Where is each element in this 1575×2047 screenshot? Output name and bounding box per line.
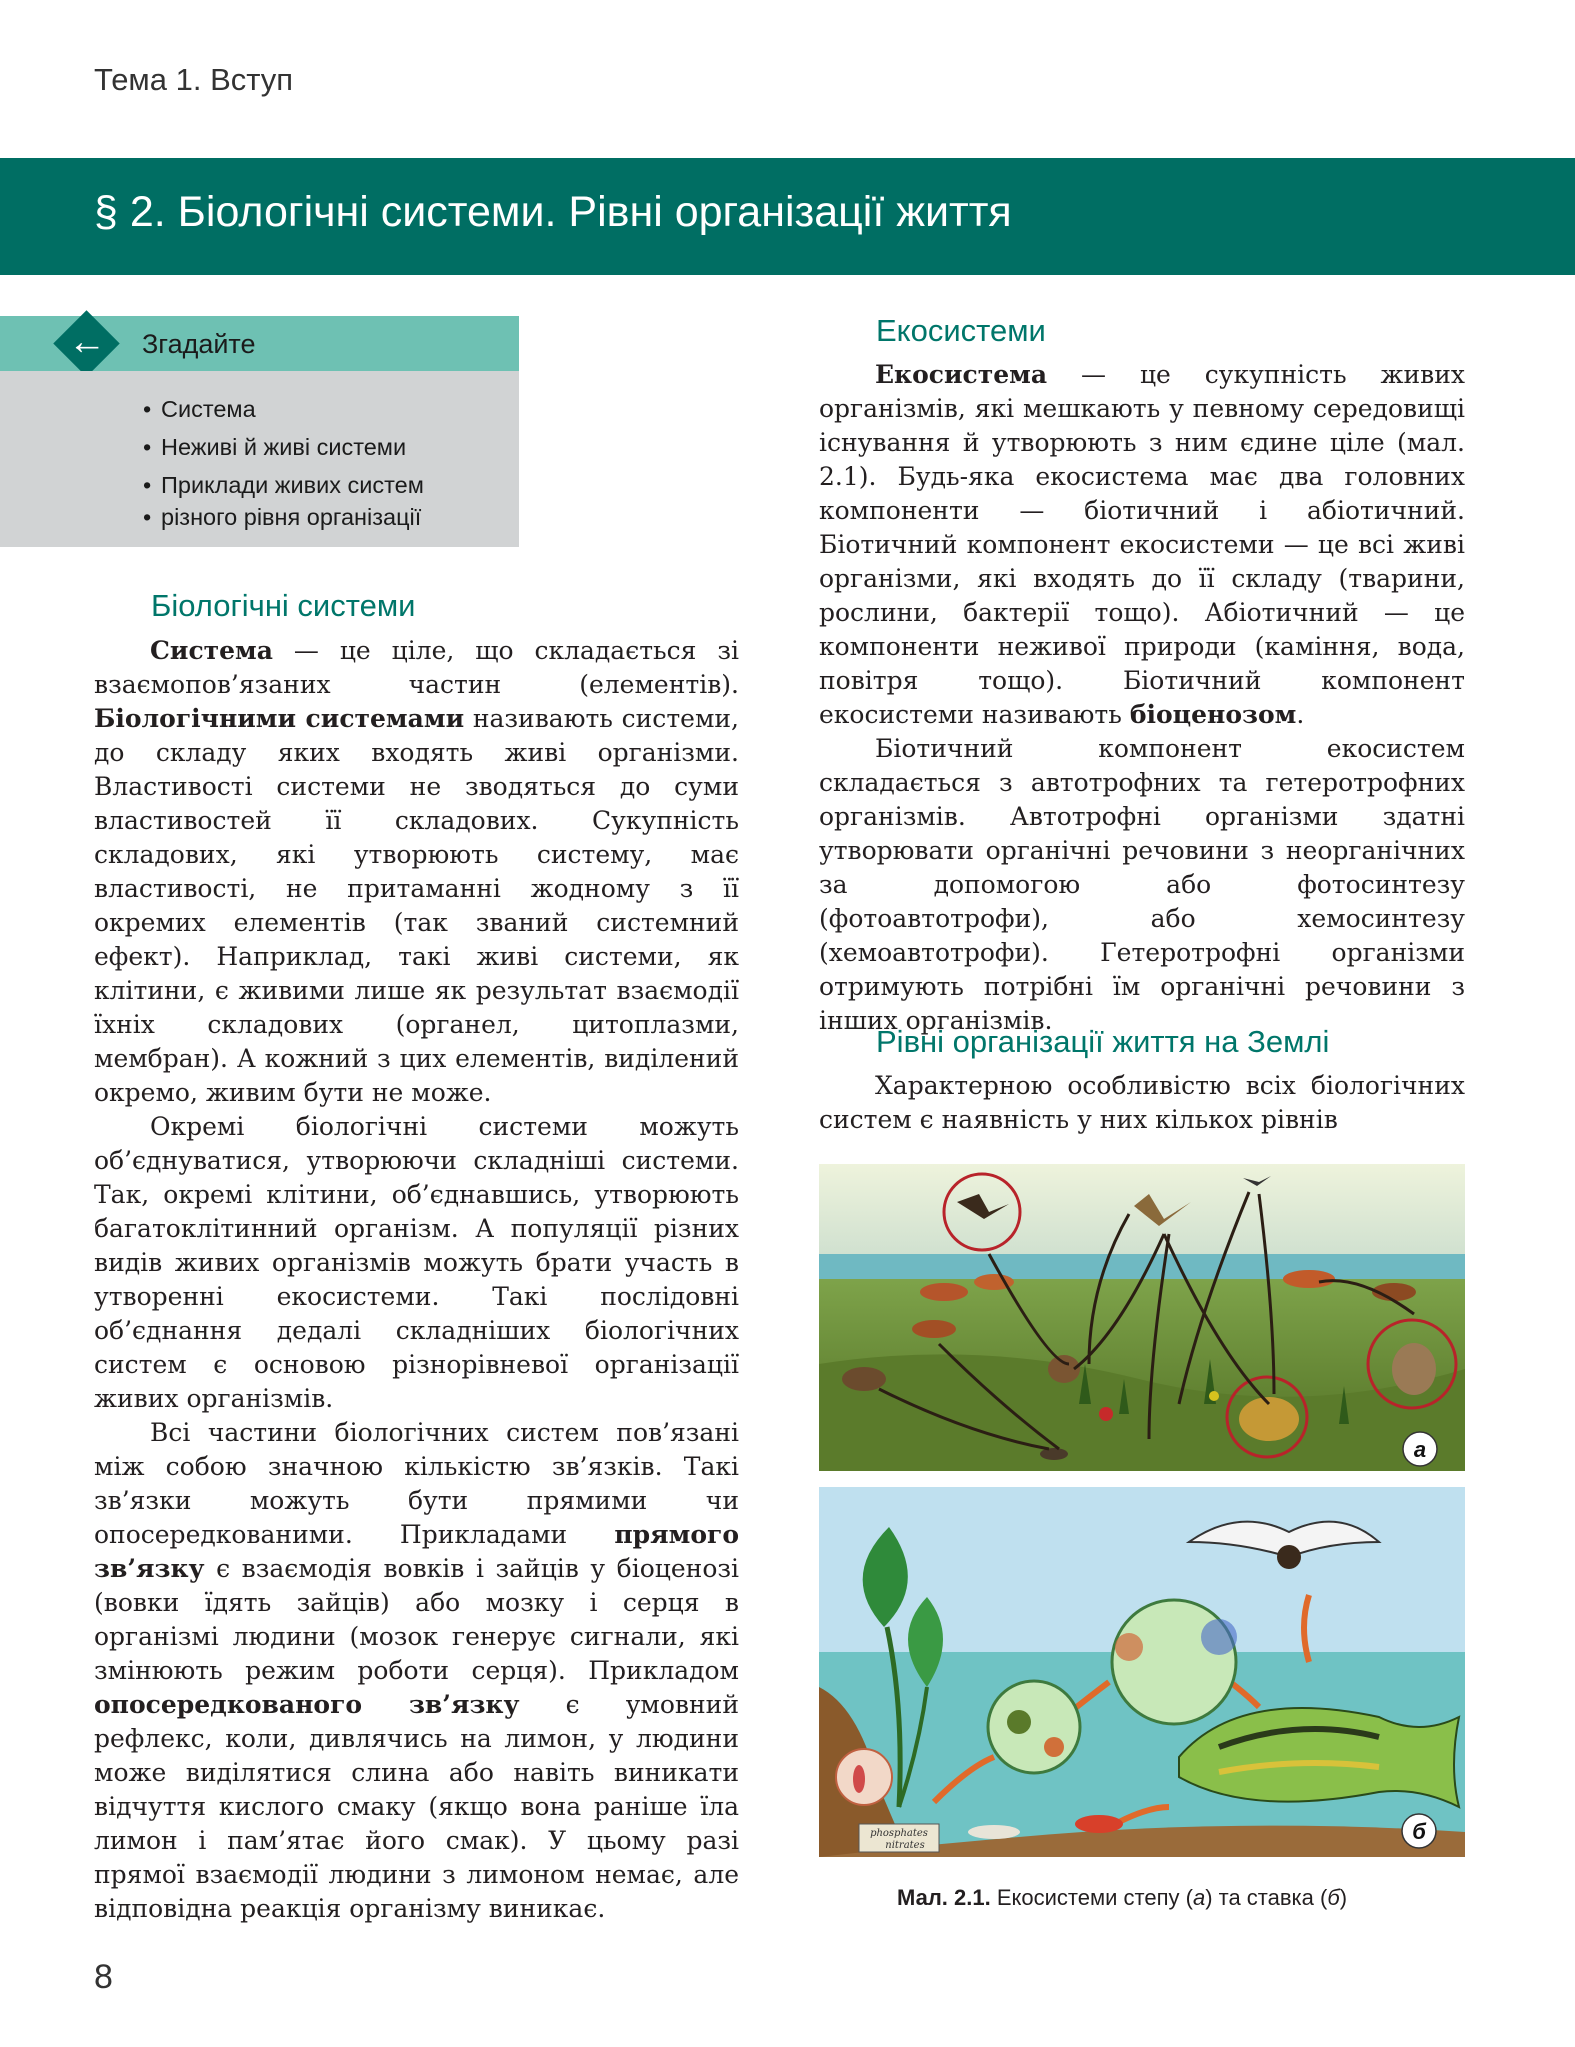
heading-ecosystems: Екосистеми (876, 313, 1046, 348)
recall-title: Згадайте (142, 329, 256, 359)
label-b: б (1412, 1819, 1426, 1844)
figure-caption (897, 1885, 1347, 1911)
bustard-icon (1392, 1343, 1436, 1395)
paragraph (819, 358, 1465, 732)
text-run: Всі частини біологічних систем пов’язані між собою значною кількістю зв’язків. Такі зв’язки можуть бути прямими чи опосередкованими. Прикладами (94, 1418, 739, 1549)
paragraph: Окремі біологічні системи можуть об’єднуватися, утворюючи складніші системи. Так, окремі клітини, об’єднавшись, утворюють багатоклітинний організм. А популяції різних видів живих організмів можуть брати участь в утворенні екосистеми. Такі послідовні об’єднання дедалі складніших біологічних систем є основою різнорівневої організації живих організмів. (94, 1112, 739, 1413)
text-run: — це сукупність живих організмів, які мешкають у певному середовищі існування й утворюють з ним єдине ціле (мал. 2.1). Будь-яка екосистема має два головних компоненти — біотичний і абіотичний. Біотичний компонент екосистеми — це всі живі організми, які входять до її складу (тварини, рослини, бактерії тощо). Абіотичний — це компоненти неживої природи (каміння, вода, повітря тощо). Біотичний компонент екосистеми називають (819, 360, 1465, 729)
term-biocenosis: біоценозом (1129, 700, 1297, 729)
paragraph-title: § 2. Біологічні системи. Рівні організації життя (94, 188, 1012, 236)
flower-icon (1209, 1391, 1219, 1401)
recall-list (143, 390, 424, 536)
recall-item-continuation (143, 498, 424, 536)
caption-text: ) та ставка ( (1205, 1885, 1328, 1910)
arrow-left-icon: ← (68, 321, 106, 363)
recall-item-text: різного рівня організації (161, 504, 422, 530)
fox-icon (1283, 1270, 1335, 1288)
caption-letter-a: а (1192, 1885, 1206, 1910)
marmot-icon (842, 1367, 886, 1391)
text-run: . (1296, 700, 1305, 729)
term-indirect-link: опосередкованого зв’язку (94, 1690, 520, 1719)
text-run: є умовний рефлекс, коли, дивлячись на лимон, у людини може виділятися слина або навіть виникати відчуття кислого смаку (якщо вона раніше їла лимон і пам’ятає його смак). У цьому разі прямої взаємодії людини з лимоном немає, але відповідна реакція організму виникає. (94, 1690, 739, 1923)
alga-icon (1115, 1633, 1143, 1661)
diatom-icon (1201, 1619, 1237, 1655)
recall-item: • Приклади живих систем (143, 466, 424, 504)
phosphates-label: phosphates (870, 1828, 928, 1839)
eagle-head (1277, 1545, 1301, 1569)
recall-item: • Система (143, 390, 424, 428)
paragraph: Біотичний компонент екосистем складається з автотрофних та гетеротрофних організмів. Автотрофні організми здатні утворювати органічні речовини з неорганічних за допомогою або фотосинтезу (фотоавтотрофи), або хемосинтезу (хемоавтотрофи). Гетеротрофні організми отримують потрібні їм органічні речовини з інших організмів. (819, 734, 1465, 1035)
left-column-text (94, 634, 739, 1926)
label-a: а (1413, 1437, 1427, 1462)
fox-icon (912, 1320, 956, 1338)
bacteria-icon (853, 1765, 865, 1793)
paragraph (94, 634, 739, 1110)
zooplankton-circle (988, 1681, 1080, 1773)
daphnia-icon (1007, 1710, 1031, 1734)
paragraph: Характерною особливістю всіх біологічних систем є наявність у них кількох рівнів (819, 1071, 1465, 1134)
nitrates-label: nitrates (885, 1840, 925, 1851)
shrimp-icon (968, 1825, 1020, 1839)
text-run: є взаємодія вовків і зайців у біоценозі (вовки їдять зайців) або мозку і серця в організмі людини (мозок генерує сигнали, які змінюють режим роботи серця). Прикладом (94, 1554, 739, 1685)
paragraph (94, 1416, 739, 1926)
pond-illustration (819, 1487, 1465, 1857)
mouse-icon (1040, 1448, 1068, 1460)
right-column-text-2 (819, 1069, 1465, 1137)
text-run: називають системи, до складу яких входять живі організми. Властивості системи не зводяться до суми властивостей її складових. Сукупність складових, які утворюють систему, має властивості, не притаманні жодному з її окремих елементів (так званий системний ефект). Наприклад, такі живі системи, як клітини, є живими лише як результат взаємодії їхніх складових (органел, цитоплазми, мембран). А кожний з цих елементів, виділений окремо, живим бути не може. (94, 704, 739, 1107)
caption-letter-b: б (1327, 1885, 1340, 1910)
text-run: — це ціле, що складається зі взаємопов’язаних частин (елементів). (94, 636, 739, 699)
flower-icon (1099, 1407, 1113, 1421)
heading-levels: Рівні організації життя на Землі (876, 1024, 1330, 1059)
heading-biological-systems: Біологічні системи (151, 588, 416, 623)
steppe-illustration (819, 1164, 1465, 1471)
term-direct-link: прямого зв’язку (94, 1520, 739, 1583)
fox-icon (920, 1283, 968, 1301)
caption-text: Екосистеми степу ( (990, 1885, 1193, 1910)
caption-text: ) (1339, 1885, 1348, 1910)
cyclops-icon (1044, 1737, 1064, 1757)
crayfish-icon (1075, 1815, 1123, 1833)
figure-steppe (819, 1164, 1465, 1471)
term-system: Система (150, 636, 273, 665)
term-ecosystem: Екосистема (875, 360, 1048, 389)
running-head: Тема 1. Вступ (94, 62, 294, 97)
recall-item: • Неживі й живі системи (143, 428, 424, 466)
figure-pond (819, 1487, 1465, 1857)
phytoplankton-circle (1112, 1600, 1236, 1724)
page-number: 8 (94, 1958, 113, 1996)
term-biological-systems: Біологічними системами (94, 704, 465, 733)
right-column-text-1 (819, 358, 1465, 1038)
caption-label: Мал. 2.1. (897, 1885, 991, 1910)
